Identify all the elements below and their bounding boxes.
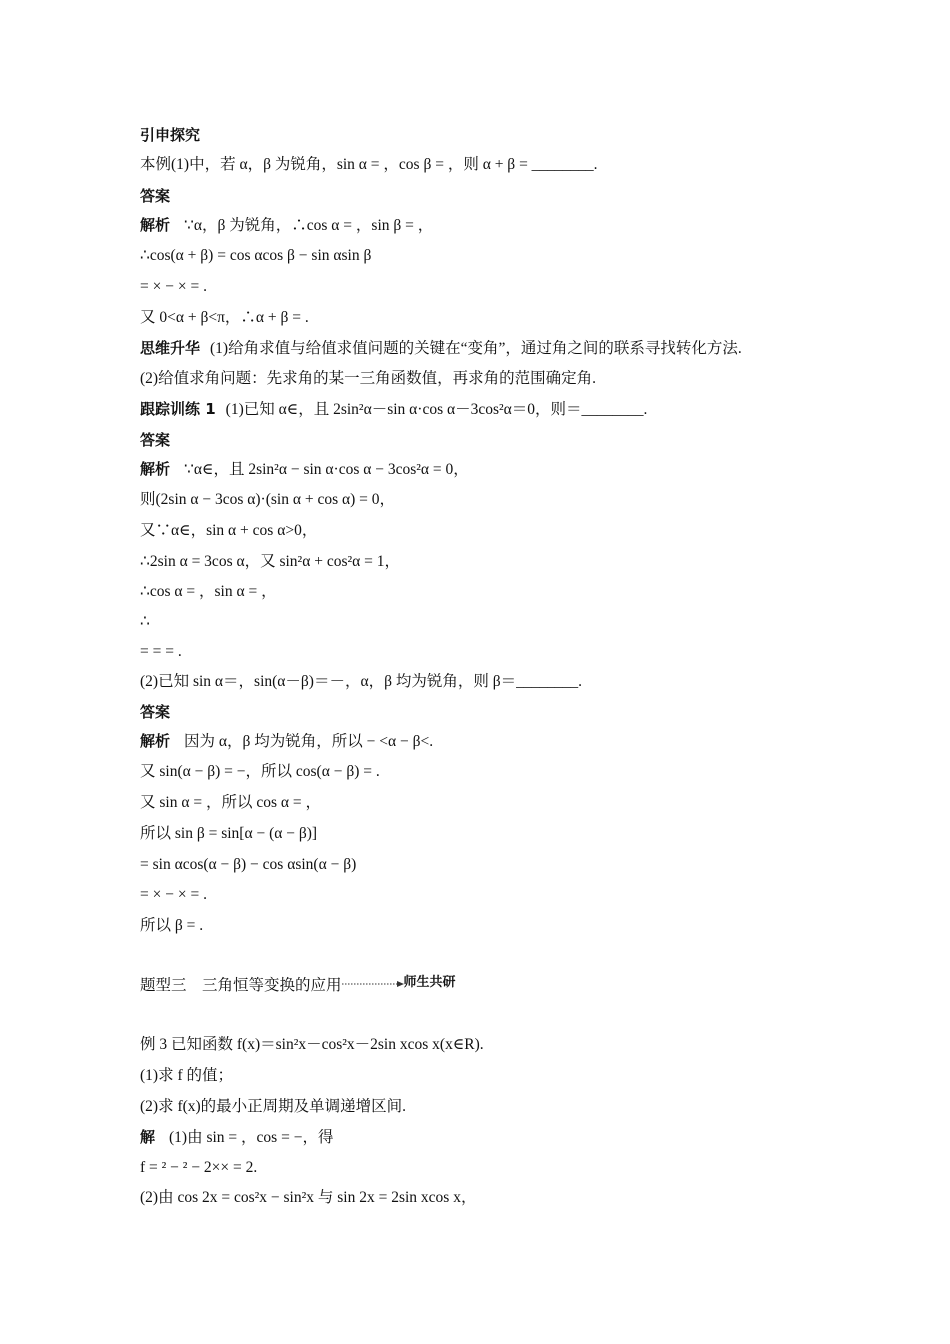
thinking-line-1 [140,338,742,359]
practice-analysis-2-text-1: 因为 α，β 均为锐角，所以 − <α − β<. [184,733,434,750]
analysis-label-3: 解析 [140,732,171,750]
solution-text-1: (1)由 sin = ，cos = −，得 [169,1129,334,1146]
practice-analysis-2-6: = × − × = . [140,886,207,903]
thinking-label: 思维升华 [140,339,201,357]
solution-line-2: f = ² − ² − 2×× = 2. [140,1159,258,1176]
example-question-1: (1)求 f 的值； [140,1067,233,1084]
answer-label-2: 答案 [140,431,171,449]
practice-analysis-4: ∴2sin α = 3cos α，又 sin²α + cos²α = 1， [140,553,400,570]
answer-label-1: 答案 [140,187,171,205]
practice-analysis-text-1: ∵α∈，且 2sin²α − sin α·cos α − 3cos²α = 0， [184,461,469,478]
teacher-student-tag: 师生共研 [403,975,456,990]
analysis-text-1: ∵α，β 为锐角，∴cos α = ，sin β = ， [184,217,434,234]
type-heading [140,976,456,997]
practice-analysis-2-2: 又 sin(α − β) = −，所以 cos(α − β) = . [140,763,380,780]
practice-question-1 [140,399,647,420]
thinking-text-1: (1)给角求值与给值求值问题的关键在“变角”，通过角之间的联系寻找转化方法. [210,340,742,357]
practice-analysis-6: ∴ [140,613,150,630]
practice-q1-text: (1)已知 α∈，且 2sin²α－sin α·cos α－3cos²α＝0，则＝________. [225,401,648,418]
example-statement: 例 3 已知函数 f(x)＝sin²x－cos²x－2sin xcos x(x∈R). [140,1036,484,1053]
type-heading-text: 题型三 三角恒等变换的应用 [140,977,342,994]
dotted-arrow-icon [342,978,404,988]
solution-line-3: (2)由 cos 2x = cos²x − sin²x 与 sin 2x = 2sin xcos x， [140,1189,477,1206]
analysis-line-2: ∴cos(α + β) = cos αcos β − sin αsin β [140,247,372,264]
extension-question: 本例(1)中，若 α，β 为锐角，sin α = ，cos β = ，则 α + β = ________. [140,156,598,173]
example-question-2: (2)求 f(x)的最小正周期及单调递增区间. [140,1098,407,1115]
solution-line-1 [140,1127,333,1148]
thinking-line-2: (2)给值求角问题：先求角的某一三角函数值，再求角的范围确定角. [140,370,596,387]
practice-analysis-7: = = = . [140,643,182,660]
practice-analysis-2-7: 所以 β = . [140,917,204,934]
section-title: 引申探究 [140,126,201,144]
analysis-label-2: 解析 [140,460,171,478]
analysis-label-1: 解析 [140,216,171,234]
solution-label: 解 [140,1128,156,1146]
practice-analysis-2: 则(2sin α − 3cos α)·(sin α + cos α) = 0， [140,491,396,508]
practice-analysis-2-1 [140,731,433,752]
practice-analysis-5: ∴cos α = ，sin α = ， [140,583,277,600]
analysis-line-3: = × − × = . [140,278,207,295]
practice-analysis-2-4: 所以 sin β = sin[α − (α − β)] [140,825,318,842]
practice-analysis-3: 又∵α∈，sin α + cos α>0， [140,522,318,539]
practice-question-2: (2)已知 sin α＝，sin(α－β)＝－，α，β 均为锐角，则 β＝________. [140,673,582,690]
practice-analysis-1 [140,459,469,480]
practice-analysis-2-5: = sin αcos(α − β) − cos αsin(α − β) [140,856,357,873]
practice-label: 跟踪训练 1 [140,400,216,418]
analysis-line-1 [140,215,433,236]
answer-label-3: 答案 [140,703,171,721]
practice-analysis-2-3: 又 sin α = ，所以 cos α = ， [140,794,321,811]
analysis-line-4: 又 0<α + β<π，∴α + β = . [140,309,309,326]
